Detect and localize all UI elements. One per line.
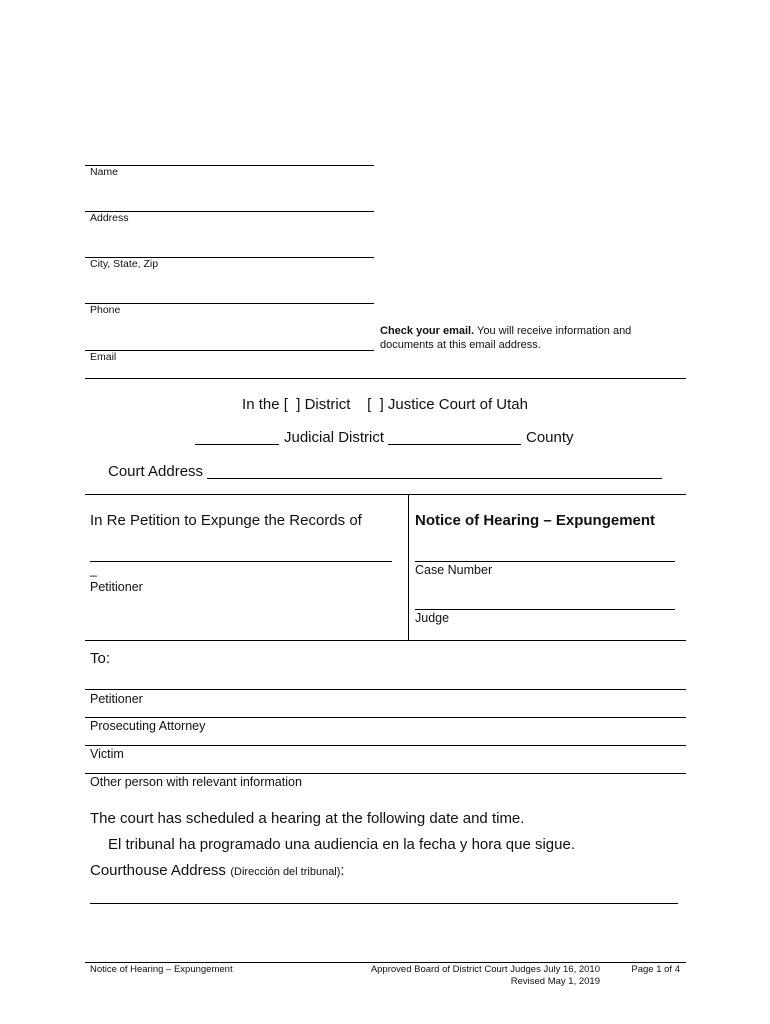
email-label: Email: [90, 351, 117, 363]
email-notice: [380, 324, 680, 352]
hearing-spanish: El tribunal ha programado una audiencia en la fecha y hora que sigue.: [108, 836, 575, 853]
courthouse-address-label-es: (Dirección del tribunal): [230, 866, 341, 878]
county-label: County: [526, 429, 574, 446]
recipient-other: Other person with relevant information: [90, 775, 302, 789]
court-type-line: In the [ ] District [ ] Justice Court of Utah: [242, 396, 528, 413]
recipient-prosecuting-attorney: Prosecuting Attorney: [90, 719, 206, 733]
in-re-heading: In Re Petition to Expunge the Records of: [90, 512, 362, 529]
petitioner-label: Petitioner: [90, 580, 143, 594]
name-label: Name: [90, 166, 119, 178]
courthouse-address-heading: [90, 862, 345, 880]
court-address-label: Court Address: [108, 463, 204, 480]
courthouse-address-label: Courthouse Address: [90, 862, 226, 879]
hearing-english: The court has scheduled a hearing at the following date and time.: [90, 810, 525, 827]
recipient-victim: Victim: [90, 747, 124, 761]
recipient-petitioner: Petitioner: [90, 692, 143, 706]
recipient-line-3[interactable]: [85, 745, 686, 746]
recipient-line-2[interactable]: [85, 717, 686, 718]
email-notice-bold: Check your email.: [380, 325, 475, 337]
courthouse-address-colon: :: [340, 862, 345, 879]
address-label: Address: [90, 212, 129, 224]
footer-title: Notice of Hearing – Expungement: [90, 964, 233, 975]
county-blank[interactable]: [388, 444, 521, 445]
judge-label: Judge: [415, 611, 450, 625]
phone-line[interactable]: [85, 303, 374, 304]
name-line[interactable]: [85, 165, 374, 166]
city-state-zip-label: City, State, Zip: [90, 258, 159, 270]
header-separator: [85, 378, 686, 379]
recipient-line-1[interactable]: [85, 689, 686, 690]
court-address-blank[interactable]: [207, 478, 662, 479]
petitioner-name-blank[interactable]: [90, 561, 392, 562]
case-number-blank[interactable]: [415, 561, 675, 562]
footer-rule: [85, 962, 686, 963]
notice-title: Notice of Hearing – Expungement: [415, 512, 656, 529]
caption-divider: [408, 494, 409, 640]
email-line[interactable]: [85, 350, 374, 351]
phone-label: Phone: [90, 304, 121, 316]
email-notice-text: You will receive information and documents at this email address.: [380, 325, 632, 351]
footer-approved: Approved Board of District Court Judges July 16, 2010: [370, 964, 600, 975]
judicial-district-blank[interactable]: [195, 444, 279, 445]
caption-top-border: [85, 494, 686, 495]
to-label: To:: [90, 650, 111, 667]
judicial-district-label: Judicial District: [284, 429, 385, 446]
judge-blank[interactable]: [415, 609, 675, 610]
footer-page-number: Page 1 of 4: [631, 964, 680, 975]
case-number-label: Case Number: [415, 563, 493, 577]
caption-bottom-border: [85, 640, 686, 641]
courthouse-address-blank[interactable]: [90, 903, 678, 904]
footer-revised: Revised May 1, 2019: [510, 976, 600, 987]
underscore-mark: _: [90, 563, 97, 577]
recipient-line-4[interactable]: [85, 773, 686, 774]
